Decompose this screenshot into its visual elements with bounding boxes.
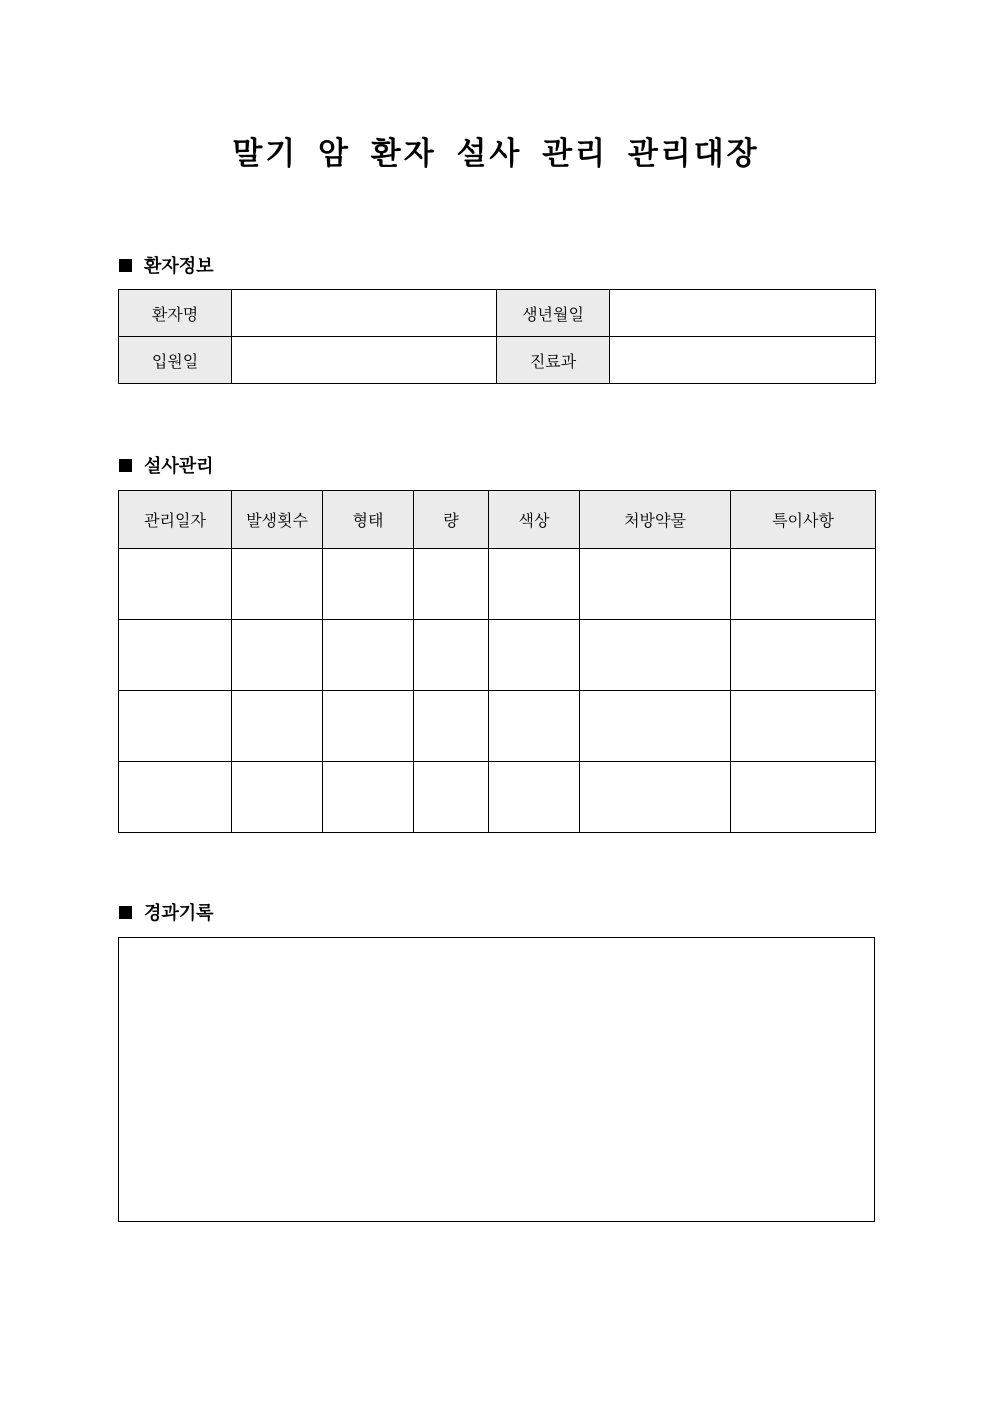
admission-date-field[interactable] [232,337,497,384]
table-cell[interactable] [489,620,580,691]
table-cell[interactable] [489,549,580,620]
patient-name-label: 환자명 [119,290,232,337]
table-cell[interactable] [731,620,876,691]
table-cell[interactable] [323,691,414,762]
table-cell[interactable] [119,762,232,833]
table-cell[interactable] [580,691,731,762]
patient-info-row [119,290,876,337]
table-row [119,762,876,833]
patient-info-table [118,289,876,384]
table-cell[interactable] [232,549,323,620]
table-cell[interactable] [323,549,414,620]
table-cell[interactable] [731,549,876,620]
progress-record-heading [119,900,214,924]
patient-name-field[interactable] [232,290,497,337]
column-header-date: 관리일자 [119,491,232,549]
table-cell[interactable] [323,620,414,691]
table-cell[interactable] [580,620,731,691]
column-header-frequency: 발생횟수 [232,491,323,549]
diarrhea-management-heading [119,453,214,477]
table-cell[interactable] [489,762,580,833]
table-cell[interactable] [580,549,731,620]
table-cell[interactable] [232,620,323,691]
diarrhea-management-table [118,490,876,833]
birth-date-label: 생년월일 [497,290,610,337]
table-cell[interactable] [119,620,232,691]
column-header-remarks: 특이사항 [731,491,876,549]
column-header-color: 색상 [489,491,580,549]
square-bullet-icon [119,459,132,472]
column-header-amount: 량 [414,491,489,549]
square-bullet-icon [119,259,132,272]
patient-info-row [119,337,876,384]
birth-date-field[interactable] [610,290,876,337]
progress-record-box[interactable] [118,937,875,1222]
table-header-row [119,491,876,549]
square-bullet-icon [119,906,132,919]
table-cell[interactable] [489,691,580,762]
table-cell[interactable] [414,549,489,620]
table-cell[interactable] [731,691,876,762]
column-header-form: 형태 [323,491,414,549]
table-cell[interactable] [731,762,876,833]
table-cell[interactable] [323,762,414,833]
table-row [119,691,876,762]
department-field[interactable] [610,337,876,384]
document-title: 말기 암 환자 설사 관리 관리대장 [232,136,760,172]
patient-info-heading [119,253,214,277]
department-label: 진료과 [497,337,610,384]
table-cell[interactable] [232,691,323,762]
column-header-medication: 처방약물 [580,491,731,549]
diarrhea-management-heading-label: 설사관리 [144,456,214,477]
table-cell[interactable] [414,691,489,762]
patient-info-heading-label: 환자정보 [144,256,214,277]
admission-date-label: 입원일 [119,337,232,384]
table-row [119,620,876,691]
table-cell[interactable] [119,691,232,762]
table-cell[interactable] [414,762,489,833]
table-cell[interactable] [414,620,489,691]
table-cell[interactable] [119,549,232,620]
table-cell[interactable] [580,762,731,833]
table-row [119,549,876,620]
table-cell[interactable] [232,762,323,833]
progress-record-heading-label: 경과기록 [144,903,214,924]
